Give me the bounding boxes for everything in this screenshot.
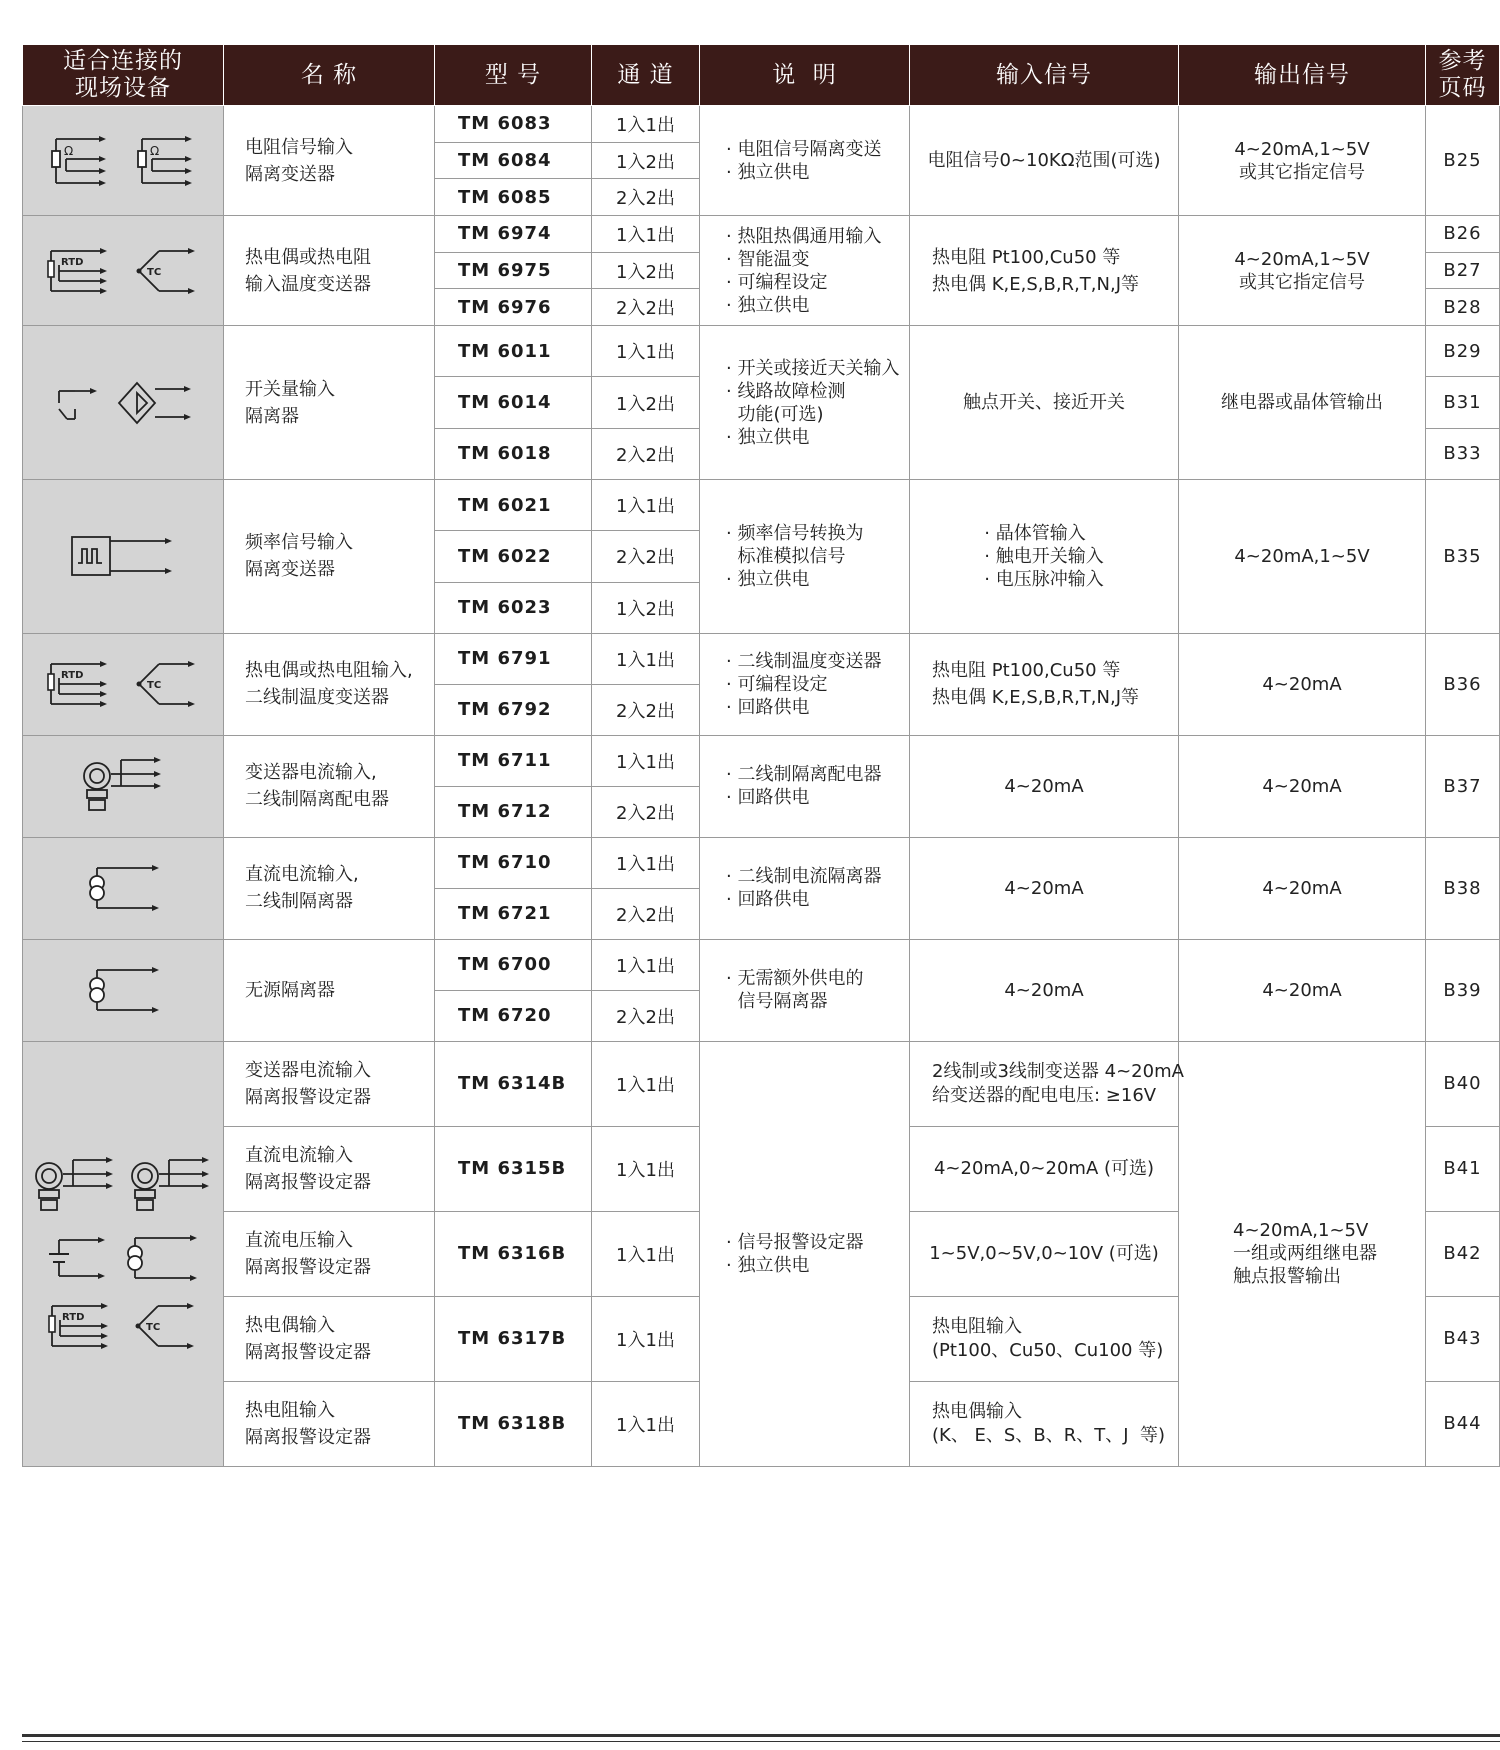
- model-number: TM 6711: [435, 735, 592, 786]
- description-line: · 无需额外供电的: [726, 968, 864, 990]
- channel-config: 1入1出: [592, 326, 700, 377]
- device-icon-group: [23, 864, 223, 912]
- input-signal: [910, 837, 1179, 939]
- product-catalog-table: [22, 44, 1500, 1467]
- output-signal-line: 一组或两组继电器: [1233, 1243, 1377, 1265]
- output-signal-line: 4~20mA: [1262, 979, 1342, 1001]
- input-signal-line: 给变送器的配电电压: ≥16V: [932, 1084, 1157, 1106]
- device-icon-cell: [23, 326, 224, 480]
- model-number: TM 6317B: [435, 1296, 592, 1381]
- table-header-row: [23, 45, 1500, 106]
- page-ref: B38: [1426, 837, 1500, 939]
- product-name-line: 隔离报警设定器: [245, 1341, 371, 1363]
- description-line: · 频率信号转换为: [726, 522, 864, 544]
- input-signal: [910, 1126, 1179, 1211]
- device-icon-group: [23, 658, 223, 710]
- table-body: [23, 106, 1500, 1467]
- input-signal-block: [984, 522, 1103, 591]
- model-number: TM 6084: [435, 142, 592, 179]
- header-description-text: 说 明: [772, 61, 837, 88]
- product-name-line: 隔离报警设定器: [245, 1171, 371, 1193]
- current-source-icon: [83, 966, 163, 1014]
- page-ref: B41: [1426, 1126, 1500, 1211]
- description-line: · 回路供电: [726, 787, 810, 809]
- input-signal-line: 4~20mA: [1004, 979, 1084, 1001]
- table-row: [23, 480, 1500, 531]
- page-ref: B27: [1426, 252, 1500, 289]
- output-signal: [1179, 633, 1426, 735]
- output-signal-line: 4~20mA: [1262, 673, 1342, 695]
- transmitter-icon: [129, 1156, 213, 1216]
- device-icon-cell: [23, 106, 224, 216]
- page-ref: B42: [1426, 1211, 1500, 1296]
- product-name-line: 隔离变送器: [245, 559, 335, 581]
- device-icon-cell: [23, 735, 224, 837]
- device-icon-cell: [23, 633, 224, 735]
- page-ref: B40: [1426, 1041, 1500, 1126]
- device-icon-cell: [23, 216, 224, 326]
- model-number: TM 6018: [435, 428, 592, 479]
- description-line: · 独立供电: [726, 161, 810, 183]
- input-signal-line: 热电阻输入: [932, 1315, 1022, 1337]
- product-name-line: 隔离报警设定器: [245, 1426, 371, 1448]
- svg-text:RTD: RTD: [62, 1311, 85, 1323]
- header-device-text: 现场设备: [75, 75, 171, 101]
- channel-config: 2入2出: [592, 990, 700, 1041]
- table-row: [23, 837, 1500, 888]
- page-ref: B29: [1426, 326, 1500, 377]
- input-signal-line: 4~20mA: [1004, 877, 1084, 899]
- description-line: · 独立供电: [726, 1254, 810, 1276]
- model-number: TM 6014: [435, 377, 592, 428]
- model-number: TM 6021: [435, 480, 592, 531]
- model-number: TM 6318B: [435, 1381, 592, 1466]
- rtd-icon: [46, 1300, 116, 1352]
- product-name-line: 二线制隔离配电器: [245, 789, 389, 811]
- product-name: [224, 735, 435, 837]
- input-signal: [910, 216, 1179, 326]
- header-device: [23, 45, 224, 106]
- description-line: · 独立供电: [726, 426, 810, 448]
- header-page: [1426, 45, 1500, 106]
- output-signal-line: 4~20mA,1~5V: [1233, 1220, 1369, 1242]
- svg-text:RTD: RTD: [61, 670, 84, 682]
- input-signal-line: 电阻信号0~10KΩ范围(可选): [927, 150, 1161, 172]
- product-name: [224, 1381, 435, 1466]
- transmitter-icon: [81, 756, 165, 816]
- output-signal: [1179, 1041, 1426, 1466]
- header-output-text: 输出信号: [1254, 61, 1350, 88]
- product-name-line: 频率信号输入: [245, 532, 353, 554]
- input-signal-line: (K、 E、S、B、R、T、J 等): [932, 1424, 1165, 1446]
- output-signal: [1179, 837, 1426, 939]
- thermocouple-icon: [129, 658, 201, 710]
- channel-config: 1入1出: [592, 633, 700, 684]
- input-signal-line: 热电偶 K,E,S,B,R,T,N,J等: [932, 273, 1139, 295]
- input-signal: [910, 939, 1179, 1041]
- svg-text:Ω: Ω: [64, 143, 74, 158]
- channel-config: 1入1出: [592, 1211, 700, 1296]
- input-signal-block: [1004, 875, 1083, 902]
- input-signal-line: 2线制或3线制变送器 4~20mA: [932, 1060, 1184, 1082]
- product-name: [224, 106, 435, 216]
- product-name: [224, 326, 435, 480]
- svg-text:RTD: RTD: [61, 256, 84, 268]
- model-number: TM 6023: [435, 582, 592, 633]
- output-signal-line: 触点报警输出: [1233, 1266, 1341, 1288]
- device-icon-cell: [23, 837, 224, 939]
- input-signal: [910, 1211, 1179, 1296]
- product-name: [224, 1296, 435, 1381]
- header-model-text: 型 号: [484, 61, 542, 88]
- footer-rule-thick: [22, 1734, 1500, 1737]
- svg-text:TC: TC: [146, 1321, 161, 1333]
- model-number: TM 6700: [435, 939, 592, 990]
- input-signal: [910, 633, 1179, 735]
- header-page-text: 页码: [1438, 75, 1487, 101]
- output-signal: [1179, 480, 1426, 634]
- device-icon-group: [23, 131, 223, 191]
- description-line: · 可编程设定: [726, 673, 828, 695]
- pulse-signal-icon: [68, 531, 178, 581]
- channel-config: 2入2出: [592, 786, 700, 837]
- model-number: TM 6974: [435, 216, 592, 253]
- channel-config: 1入1出: [592, 106, 700, 143]
- product-name-line: 输入温度变送器: [245, 273, 371, 295]
- header-device-text: 适合连接的: [63, 48, 183, 74]
- description-line: · 回路供电: [726, 696, 810, 718]
- channel-config: 1入1出: [592, 735, 700, 786]
- device-icon-cell: [23, 939, 224, 1041]
- rtd-icon: [45, 245, 115, 297]
- description: [700, 837, 910, 939]
- page-ref: B39: [1426, 939, 1500, 1041]
- product-name-line: 直流电流输入,: [245, 864, 359, 886]
- input-signal: [910, 106, 1179, 216]
- product-name: [224, 1041, 435, 1126]
- input-signal-block: [927, 147, 1160, 174]
- table-row: [23, 1041, 1500, 1126]
- input-signal-line: 4~20mA,0~20mA (可选): [933, 1158, 1155, 1180]
- model-number: TM 6011: [435, 326, 592, 377]
- device-icon-group: [33, 1156, 213, 1352]
- product-name-line: 隔离变送器: [245, 163, 335, 185]
- output-signal-line: 4~20mA: [1262, 877, 1342, 899]
- resistor-input-icon: [130, 131, 202, 191]
- model-number: TM 6085: [435, 179, 592, 216]
- model-number: TM 6721: [435, 888, 592, 939]
- channel-config: 1入1出: [592, 1296, 700, 1381]
- input-signal: [910, 1296, 1179, 1381]
- model-number: TM 6791: [435, 633, 592, 684]
- description: [700, 939, 910, 1041]
- model-number: TM 6022: [435, 531, 592, 582]
- product-name-line: 开关量输入: [245, 378, 335, 400]
- device-icon-group: [23, 245, 223, 297]
- channel-config: 1入1出: [592, 837, 700, 888]
- description-line: · 二线制电流隔离器: [726, 866, 882, 888]
- header-description: [700, 45, 910, 106]
- input-signal-line: · 晶体管输入: [984, 522, 1086, 544]
- output-signal: [1179, 326, 1426, 480]
- input-signal-block: [1004, 977, 1083, 1004]
- input-signal-block: [963, 389, 1125, 416]
- table-row: [23, 735, 1500, 786]
- page-ref: B37: [1426, 735, 1500, 837]
- header-channel: [592, 45, 700, 106]
- table-row: [23, 216, 1500, 253]
- device-icon-cell: [23, 1041, 224, 1466]
- channel-config: 2入2出: [592, 428, 700, 479]
- table-row: [23, 106, 1500, 143]
- product-name-line: 电阻信号输入: [245, 136, 353, 158]
- model-number: TM 6083: [435, 106, 592, 143]
- description: [700, 633, 910, 735]
- header-name-text: 名 称: [300, 61, 358, 88]
- input-signal-line: (Pt100、Cu50、Cu100 等): [932, 1339, 1164, 1361]
- description-line: 信号隔离器: [726, 991, 828, 1013]
- output-signal-line: 4~20mA,1~5V: [1234, 248, 1370, 270]
- channel-config: 2入2出: [592, 684, 700, 735]
- output-signal-line: 或其它指定信号: [1239, 161, 1365, 183]
- output-signal: [1179, 216, 1426, 326]
- channel-config: 2入2出: [592, 531, 700, 582]
- product-name-line: 无源隔离器: [245, 979, 335, 1001]
- channel-config: 1入1出: [592, 1381, 700, 1466]
- channel-config: 2入2出: [592, 289, 700, 326]
- output-signal: [1179, 939, 1426, 1041]
- header-name: [224, 45, 435, 106]
- description: [700, 326, 910, 480]
- description-line: · 开关或接近天关输入: [726, 357, 900, 379]
- switch-contact-icon: [51, 381, 101, 425]
- input-signal-line: 触点开关、接近开关: [963, 392, 1125, 414]
- model-number: TM 6315B: [435, 1126, 592, 1211]
- rtd-icon: [45, 658, 115, 710]
- transmitter-icon: [33, 1156, 117, 1216]
- resistor-input-icon: [44, 131, 116, 191]
- description-line: · 二线制隔离配电器: [726, 764, 882, 786]
- product-name: [224, 480, 435, 634]
- page-ref: B33: [1426, 428, 1500, 479]
- output-signal: [1179, 106, 1426, 216]
- product-name: [224, 633, 435, 735]
- description-line: · 热阻热偶通用输入: [726, 225, 882, 247]
- product-name-line: 变送器电流输入: [245, 1059, 371, 1081]
- product-name-line: 变送器电流输入,: [245, 762, 377, 784]
- description-line: · 可编程设定: [726, 271, 828, 293]
- input-signal-block: [932, 244, 1139, 298]
- device-icon-cell: [23, 480, 224, 634]
- input-signal-line: 热电阻 Pt100,Cu50 等: [932, 660, 1121, 682]
- product-name: [224, 939, 435, 1041]
- model-number: TM 6710: [435, 837, 592, 888]
- description-line: · 智能温变: [726, 248, 810, 270]
- input-signal-line: 热电阻 Pt100,Cu50 等: [932, 246, 1121, 268]
- product-name-line: 直流电流输入: [245, 1144, 353, 1166]
- input-signal: [910, 326, 1179, 480]
- proximity-switch-icon: [115, 379, 195, 427]
- input-signal-line: · 触电开关输入: [984, 545, 1104, 567]
- table-row: [23, 939, 1500, 990]
- channel-config: 1入2出: [592, 377, 700, 428]
- description: [700, 216, 910, 326]
- product-name-line: 隔离报警设定器: [245, 1256, 371, 1278]
- product-name: [224, 216, 435, 326]
- channel-config: 1入1出: [592, 216, 700, 253]
- header-page-text: 参考: [1438, 48, 1487, 74]
- table-row: [23, 633, 1500, 684]
- description: [700, 480, 910, 634]
- svg-text:TC: TC: [147, 680, 162, 692]
- model-number: TM 6712: [435, 786, 592, 837]
- product-name-line: 热电偶或热电阻输入,: [245, 660, 413, 682]
- description-line: · 独立供电: [726, 294, 810, 316]
- product-name-line: 二线制隔离器: [245, 891, 353, 913]
- product-name: [224, 1211, 435, 1296]
- device-icon-group: [23, 379, 223, 427]
- model-number: TM 6976: [435, 289, 592, 326]
- page-ref: B44: [1426, 1381, 1500, 1466]
- input-signal: [910, 735, 1179, 837]
- description-line: · 线路故障检测: [726, 380, 846, 402]
- input-signal: [910, 480, 1179, 634]
- description-line: · 二线制温度变送器: [726, 650, 882, 672]
- channel-config: 1入1出: [592, 1126, 700, 1211]
- svg-text:TC: TC: [147, 266, 162, 278]
- device-icon-group: [23, 531, 223, 581]
- input-signal-line: 4~20mA: [1004, 775, 1084, 797]
- description-line: · 电阻信号隔离变送: [726, 138, 882, 160]
- model-number: TM 6975: [435, 252, 592, 289]
- description-line: · 独立供电: [726, 568, 810, 590]
- channel-config: 1入2出: [592, 582, 700, 633]
- battery-icon: [45, 1234, 109, 1282]
- header-input: [910, 45, 1179, 106]
- product-name-line: 隔离器: [245, 405, 299, 427]
- output-signal-line: 4~20mA,1~5V: [1234, 138, 1370, 160]
- current-source-icon: [121, 1234, 201, 1282]
- current-source-icon: [83, 864, 163, 912]
- thermocouple-icon: [128, 1300, 200, 1352]
- output-signal-line: 4~20mA: [1262, 775, 1342, 797]
- product-name-line: 隔离报警设定器: [245, 1086, 371, 1108]
- table-row: [23, 326, 1500, 377]
- channel-config: 1入1出: [592, 939, 700, 990]
- page-ref: B26: [1426, 216, 1500, 253]
- input-signal-line: 热电偶输入: [932, 1400, 1022, 1422]
- input-signal: [910, 1041, 1184, 1126]
- description: [700, 1041, 910, 1466]
- device-icon-group: [23, 966, 223, 1014]
- product-name-line: 热电偶输入: [245, 1314, 335, 1336]
- page-ref: B35: [1426, 480, 1500, 634]
- header-channel-text: 通 道: [617, 61, 674, 88]
- description-line: · 回路供电: [726, 889, 810, 911]
- channel-config: 1入1出: [592, 1041, 700, 1126]
- product-name: [224, 837, 435, 939]
- input-signal-line: 1~5V,0~5V,0~10V (可选): [929, 1243, 1159, 1265]
- footer-rule-thin: [22, 1741, 1500, 1742]
- svg-text:Ω: Ω: [150, 143, 160, 158]
- output-signal-line: 4~20mA,1~5V: [1234, 545, 1370, 567]
- input-signal-block: [932, 657, 1139, 711]
- device-icon-group: [23, 756, 223, 816]
- product-name: [224, 1126, 435, 1211]
- model-number: TM 6316B: [435, 1211, 592, 1296]
- description-line: 功能(可选): [726, 403, 824, 425]
- page-ref: B31: [1426, 377, 1500, 428]
- input-signal: [910, 1381, 1179, 1466]
- channel-config: 2入2出: [592, 179, 700, 216]
- description-line: · 信号报警设定器: [726, 1231, 864, 1253]
- output-signal-line: 继电器或晶体管输出: [1221, 392, 1383, 414]
- page-ref: B43: [1426, 1296, 1500, 1381]
- page-ref: B36: [1426, 633, 1500, 735]
- model-number: TM 6720: [435, 990, 592, 1041]
- channel-config: 1入2出: [592, 142, 700, 179]
- header-output: [1179, 45, 1426, 106]
- description: [700, 106, 910, 216]
- description: [700, 735, 910, 837]
- input-signal-line: 热电偶 K,E,S,B,R,T,N,J等: [932, 687, 1139, 709]
- channel-config: 1入1出: [592, 480, 700, 531]
- product-name-line: 直流电压输入: [245, 1229, 353, 1251]
- channel-config: 2入2出: [592, 888, 700, 939]
- product-name-line: 二线制温度变送器: [245, 687, 389, 709]
- thermocouple-icon: [129, 245, 201, 297]
- model-number: TM 6792: [435, 684, 592, 735]
- output-signal-line: 或其它指定信号: [1239, 271, 1365, 293]
- header-input-text: 输入信号: [996, 61, 1092, 88]
- page-ref: B25: [1426, 106, 1500, 216]
- input-signal-line: · 电压脉冲输入: [984, 568, 1104, 590]
- input-signal-block: [1004, 773, 1083, 800]
- description-line: 标准模拟信号: [726, 545, 846, 567]
- output-signal: [1179, 735, 1426, 837]
- product-name-line: 热电阻输入: [245, 1399, 335, 1421]
- product-name-line: 热电偶或热电阻: [245, 246, 371, 268]
- page-ref: B28: [1426, 289, 1500, 326]
- header-model: [435, 45, 592, 106]
- model-number: TM 6314B: [435, 1041, 592, 1126]
- channel-config: 1入2出: [592, 252, 700, 289]
